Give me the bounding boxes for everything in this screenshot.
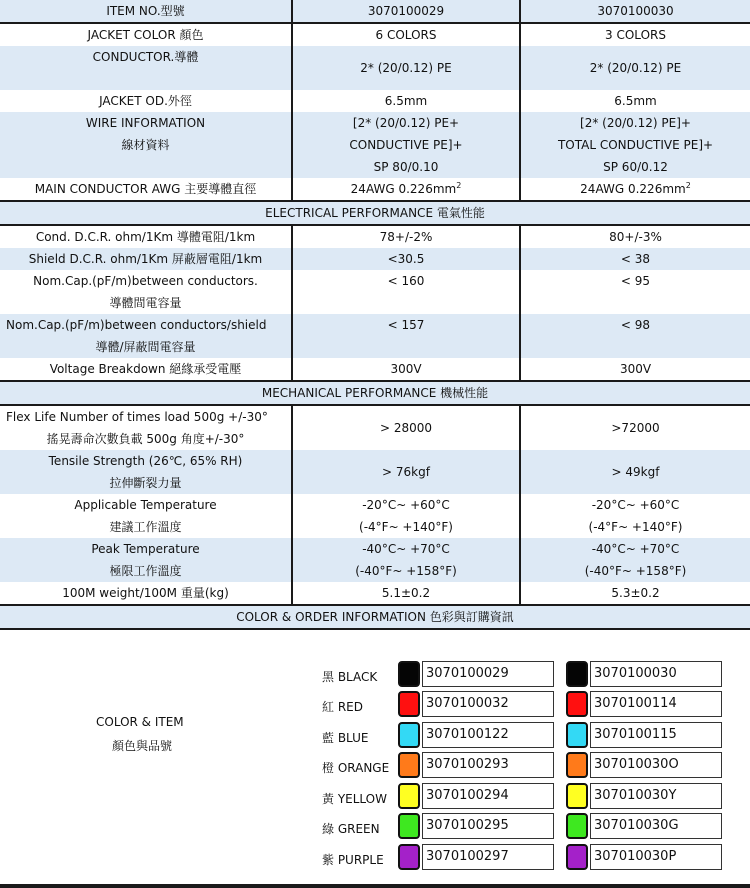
color-swatch bbox=[398, 691, 420, 717]
wire-info-label-zh: 線材資料 bbox=[121, 138, 170, 152]
voltage-v2: 300V bbox=[619, 362, 652, 376]
color-swatch bbox=[566, 661, 588, 687]
item-code-3-colors: 3070100115 bbox=[590, 722, 722, 748]
peak-temp-v1-c: -40°C~ +70°C bbox=[362, 542, 450, 556]
item-code-6-colors: 3070100032 bbox=[422, 691, 554, 717]
awg-v2: 24AWG 0.226mm bbox=[580, 182, 686, 196]
color-swatch bbox=[566, 813, 588, 839]
item-code-6-colors: 3070100029 bbox=[422, 661, 554, 687]
row-shield-dcr bbox=[0, 248, 750, 270]
peak-temp-v1-f: (-40°F~ +158°F) bbox=[355, 564, 457, 578]
cap-cond-v1: < 160 bbox=[387, 274, 425, 288]
voltage-v1: 300V bbox=[390, 362, 422, 376]
item-code-3-colors: 307010030O bbox=[590, 752, 722, 778]
color-swatch bbox=[398, 752, 420, 778]
item-code-6-colors: 3070100293 bbox=[422, 752, 554, 778]
wire-info-v2-line1: [2* (20/0.12) PE]+ bbox=[580, 116, 691, 130]
wire-info-v1-line2: CONDUCTIVE PE]+ bbox=[349, 138, 463, 152]
color-row bbox=[0, 661, 750, 691]
item-code-6-colors: 3070100297 bbox=[422, 844, 554, 870]
electrical-header-row bbox=[0, 201, 750, 225]
color-row bbox=[0, 813, 750, 843]
row-jacket-od bbox=[0, 90, 750, 112]
color-swatch bbox=[398, 783, 420, 809]
wire-info-v1-line3: SP 80/0.10 bbox=[373, 160, 439, 174]
color-row bbox=[0, 752, 750, 782]
color-name: 黑 BLACK bbox=[322, 670, 378, 684]
color-name: 紫 PURPLE bbox=[322, 853, 384, 867]
row-tensile bbox=[0, 450, 750, 494]
electrical-section-title: ELECTRICAL PERFORMANCE 電氣性能 bbox=[0, 202, 750, 224]
row-cap-shield bbox=[0, 314, 750, 358]
peak-temp-label-zh: 極限工作溫度 bbox=[109, 564, 182, 578]
weight-v2: 5.3±0.2 bbox=[611, 586, 660, 600]
tensile-label-zh: 拉伸斷裂力量 bbox=[109, 476, 182, 490]
color-name: 藍 BLUE bbox=[322, 731, 369, 745]
item-code-3-colors: 307010030G bbox=[590, 813, 722, 839]
weight-label: 100M weight/100M 重量(kg) bbox=[62, 586, 229, 600]
conductor-v2: 2* (20/0.12) PE bbox=[589, 61, 682, 75]
cond-dcr-label: Cond. D.C.R. ohm/1Km 導體電阻/1km bbox=[35, 230, 256, 244]
peak-temp-v2-f: (-40°F~ +158°F) bbox=[584, 564, 687, 578]
item-code-3-colors: 3070100030 bbox=[590, 661, 722, 687]
bottom-rule bbox=[0, 884, 750, 888]
row-app-temp bbox=[0, 494, 750, 538]
color-row bbox=[0, 691, 750, 721]
flex-v2: >72000 bbox=[611, 421, 660, 435]
flex-label-en: Flex Life Number of times load 500g +/-30° bbox=[6, 410, 268, 424]
color-row bbox=[0, 722, 750, 752]
peak-temp-v2-c: -40°C~ +70°C bbox=[591, 542, 680, 556]
item-code-6-colors: 3070100294 bbox=[422, 783, 554, 809]
jacket-color-v2: 3 COLORS bbox=[605, 28, 666, 42]
weight-v1: 5.1±0.2 bbox=[381, 586, 431, 600]
item-code-6-colors: 3070100295 bbox=[422, 813, 554, 839]
color-name: 綠 GREEN bbox=[322, 822, 380, 836]
cap-cond-label-zh: 導體間電容量 bbox=[109, 296, 182, 310]
row-jacket-color bbox=[0, 23, 750, 46]
jacket-od-v1: 6.5mm bbox=[384, 94, 428, 108]
color-row bbox=[0, 844, 750, 874]
row-wire-info bbox=[0, 112, 750, 178]
color-row bbox=[0, 783, 750, 813]
color-item-label-zh: 顏色與品號 bbox=[112, 739, 173, 753]
color-order-panel bbox=[0, 620, 750, 885]
wire-info-v2-line2: TOTAL CONDUCTIVE PE]+ bbox=[557, 138, 714, 152]
tensile-v2: > 49kgf bbox=[611, 465, 660, 479]
item-code-3-colors: 307010030Y bbox=[590, 783, 722, 809]
shield-dcr-label: Shield D.C.R. ohm/1Km 屏蔽層電阻/1km bbox=[28, 252, 263, 266]
jacket-color-label: JACKET COLOR 顏色 bbox=[87, 28, 204, 42]
item-no-label: ITEM NO.型號 bbox=[106, 4, 185, 18]
color-order-section-title: COLOR & ORDER INFORMATION 色彩與訂購資訊 bbox=[0, 606, 750, 630]
tensile-label-en: Tensile Strength (26℃, 65% RH) bbox=[48, 454, 243, 468]
app-temp-v2-c: -20°C~ +60°C bbox=[591, 498, 680, 512]
color-name: 紅 RED bbox=[322, 700, 363, 714]
app-temp-v2-f: (-4°F~ +140°F) bbox=[588, 520, 683, 534]
color-swatch bbox=[398, 661, 420, 687]
cap-shield-v1: < 157 bbox=[387, 318, 425, 332]
color-swatch bbox=[398, 844, 420, 870]
flex-v1: > 28000 bbox=[379, 421, 433, 435]
conductor-label: CONDUCTOR.導體 bbox=[92, 50, 199, 64]
item-code-3-colors: 307010030P bbox=[590, 844, 722, 870]
cond-dcr-v1: 78+/-2% bbox=[379, 230, 433, 244]
color-name: 黃 YELLOW bbox=[322, 792, 387, 806]
row-voltage bbox=[0, 358, 750, 381]
jacket-color-v1: 6 COLORS bbox=[375, 28, 437, 42]
cap-cond-v2: < 95 bbox=[620, 274, 651, 288]
color-swatch bbox=[398, 813, 420, 839]
cond-dcr-v2: 80+/-3% bbox=[609, 230, 662, 244]
app-temp-v1-f: (-4°F~ +140°F) bbox=[359, 520, 453, 534]
row-weight bbox=[0, 582, 750, 605]
color-swatch bbox=[566, 691, 588, 717]
row-item-no bbox=[0, 0, 750, 23]
color-swatch bbox=[566, 752, 588, 778]
mechanical-section-title: MECHANICAL PERFORMANCE 機械性能 bbox=[0, 382, 750, 404]
awg-v1: 24AWG 0.226mm bbox=[350, 182, 457, 196]
jacket-od-v2: 6.5mm bbox=[614, 94, 657, 108]
row-peak-temp bbox=[0, 538, 750, 582]
app-temp-v1-c: -20°C~ +60°C bbox=[362, 498, 450, 512]
conductor-v1: 2* (20/0.12) PE bbox=[360, 61, 452, 75]
awg-v2-sup: 2 bbox=[685, 181, 691, 190]
row-flex-life bbox=[0, 405, 750, 450]
shield-dcr-v2: < 38 bbox=[620, 252, 651, 266]
color-item-label-en: COLOR & ITEM bbox=[96, 715, 184, 729]
row-cap-conductors bbox=[0, 270, 750, 314]
shield-dcr-v1: <30.5 bbox=[387, 252, 425, 266]
wire-info-v2-line3: SP 60/0.12 bbox=[603, 160, 668, 174]
row-conductor bbox=[0, 46, 750, 90]
app-temp-label-zh: 建議工作溫度 bbox=[109, 520, 182, 534]
wire-info-label-en: WIRE INFORMATION bbox=[85, 116, 206, 130]
item-code-6-colors: 3070100122 bbox=[422, 722, 554, 748]
flex-label-zh: 搖晃壽命次數負載 500g 角度+/-30° bbox=[46, 432, 245, 446]
row-cond-dcr bbox=[0, 225, 750, 248]
item-code-3-colors: 3070100114 bbox=[590, 691, 722, 717]
color-name: 橙 ORANGE bbox=[322, 761, 390, 775]
cap-cond-label-en: Nom.Cap.(pF/m)between conductors. bbox=[33, 274, 258, 288]
wire-info-v1-line1: [2* (20/0.12) PE+ bbox=[352, 116, 460, 130]
tensile-v1: > 76kgf bbox=[382, 465, 430, 479]
voltage-label: Voltage Breakdown 絕緣承受電壓 bbox=[49, 362, 242, 376]
mechanical-header-row bbox=[0, 381, 750, 405]
row-awg bbox=[0, 178, 750, 201]
color-swatch bbox=[398, 722, 420, 748]
color-swatch bbox=[566, 722, 588, 748]
item-no-v1: 3070100029 bbox=[367, 4, 445, 18]
peak-temp-label-en: Peak Temperature bbox=[91, 542, 200, 556]
jacket-od-label: JACKET OD.外徑 bbox=[99, 94, 192, 108]
awg-label: MAIN CONDUCTOR AWG 主要導體直徑 bbox=[34, 182, 257, 196]
color-swatch bbox=[566, 783, 588, 809]
awg-v1-sup: 2 bbox=[456, 181, 462, 190]
item-no-v2: 3070100030 bbox=[597, 4, 674, 18]
cap-shield-label-zh: 導體/屏蔽間電容量 bbox=[95, 340, 196, 354]
cap-shield-v2: < 98 bbox=[620, 318, 651, 332]
app-temp-label-en: Applicable Temperature bbox=[74, 498, 217, 512]
cap-shield-label-en: Nom.Cap.(pF/m)between conductors/shield bbox=[6, 318, 267, 332]
color-swatch bbox=[566, 844, 588, 870]
